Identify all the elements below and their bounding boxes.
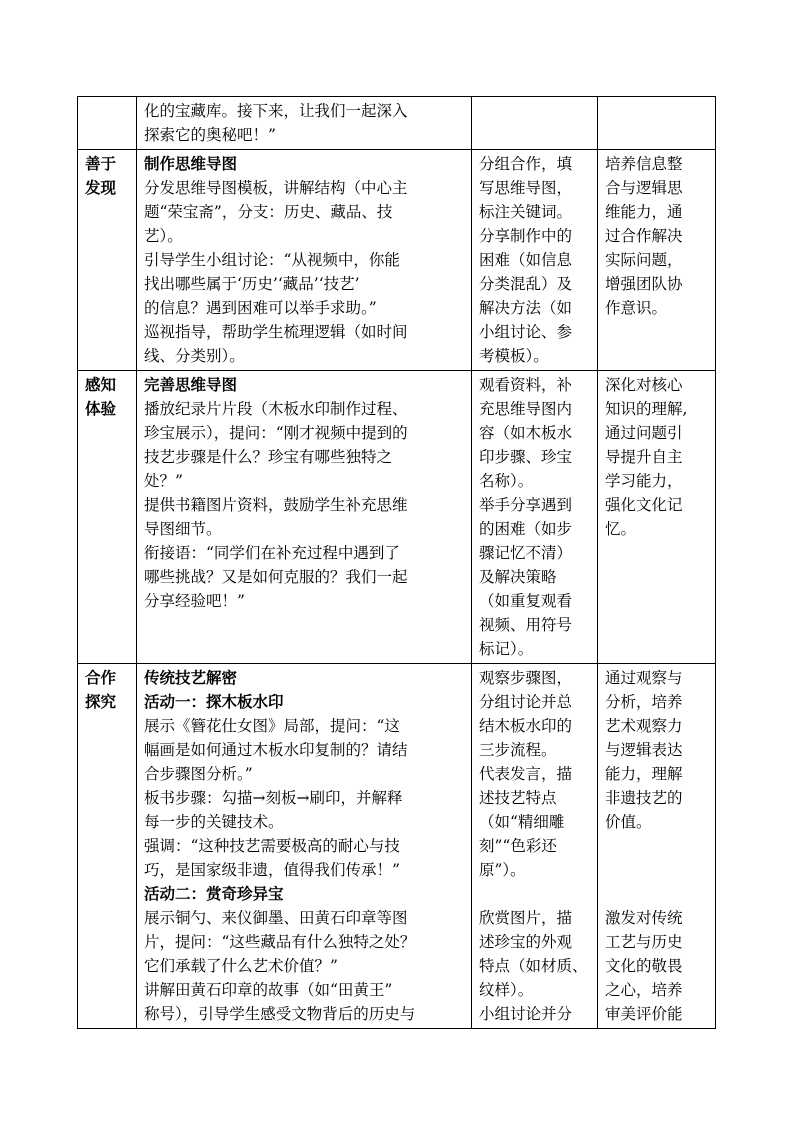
design-intent-text: 强化文化记 [605,496,683,514]
design-intent-text: 导提升自主 [605,448,683,466]
student-activity-text: 分享制作中的 [479,227,573,245]
design-intent-text: 实际问题， [605,251,683,269]
stage-label: 感知 [85,375,117,394]
stage-label: 善于 [85,154,117,173]
stage-cell [78,664,137,1029]
student-activity-text: 名称）。 [479,472,534,490]
activity-text: 称号），引导学生感受文物背后的历史与 [144,1005,416,1023]
teacher-activity-cell [137,97,472,150]
student-activity-text: 写思维导图， [479,179,573,197]
activity-text: 展示铜勺、来仪御墨、田黄石印章等图 [144,909,408,927]
activity-text: 板书步骤：勾描→刻板→刷印，并解释 [144,789,403,807]
activity-text: 引导学生小组讨论：“从视频中，你能 [144,251,400,269]
student-activity-text: 举手分享遇到 [479,496,573,514]
design-intent-text: 合与逻辑思 [605,179,683,197]
student-activity-text: 特点（如材质、 [479,957,588,975]
activity-text: 强调：“这种技艺需要极高的耐心与技 [144,837,400,855]
design-intent-text [605,858,710,882]
student-activity-cell [472,97,598,150]
design-intent-text: 激发对传统 [605,909,683,927]
design-intent-text: 分析，培养 [605,693,683,711]
activity-text: 珍宝展示），提问：“刚才视频中提到的 [144,424,408,442]
activity-text: 讲解田黄石印章的故事（如“田黄王” [144,981,393,999]
activity-text: 巡视指导，帮助学生梳理逻辑（如时间 [144,323,408,341]
stage-cell [78,97,137,150]
design-intent-text: 通过观察与 [605,669,683,687]
activity-text: 技艺步骤是什么？珍宝有哪些独特之 [144,448,393,466]
lesson-plan-body [78,97,716,1029]
design-intent-text [605,834,710,858]
student-activity-text: 的困难（如步 [479,520,573,538]
design-intent-text: 能力，理解 [605,765,683,783]
student-activity-text: 解决方法（如 [479,299,573,317]
activity-text: 分享经验吧！” [144,592,245,610]
student-activity-text: 观察步骤图， [479,669,573,687]
student-activity-text: 三步流程。 [479,741,557,759]
design-intent-text: 文化的敬畏 [605,957,683,975]
activity-text: 处？” [144,472,183,490]
activity-text: 艺）。 [144,227,183,245]
activity-text: 片，提问：“这些藏品有什么独特之处？ [144,933,416,951]
activity-text: 播放纪录片片段（木板水印制作过程、 [144,400,408,418]
student-activity-text: 代表发言，描 [479,765,573,783]
activity-heading: 活动二：赏奇珍异宝 [144,884,284,903]
design-intent-text: 之心，培养 [605,981,683,999]
student-activity-text: 困难（如信息 [479,251,573,269]
student-activity-text: 充思维导图内 [479,400,573,418]
activity-text: 展示《簪花仕女图》局部，提问：“这 [144,717,400,735]
student-activity-text: 及解决策略 [479,568,557,586]
activity-text: 衔接语：“同学们在补充过程中遇到了 [144,544,400,562]
activity-text: 提供书籍图片资料，鼓励学生补充思维 [144,496,408,514]
student-activity-text: 标注关键词。 [479,203,573,221]
teacher-activity-cell [137,150,472,371]
design-intent-text: 培养信息整 [605,155,683,173]
activity-heading: 传统技艺解密 [144,668,238,687]
student-activity-cell [472,150,598,371]
table-row [78,664,716,1029]
design-intent-text: 维能力，通 [605,203,683,221]
student-activity-text: 欣赏图片，描 [479,909,573,927]
activity-text: 探索它的奥秘吧！” [144,126,276,144]
design-intent-text: 深化对核心 [605,376,683,394]
student-activity-text: 标记）。 [479,640,534,658]
activity-text: 题“荣宝斋”，分支：历史、藏品、技 [144,203,393,221]
student-activity-text: 骤记忆不清） [479,544,573,562]
student-activity-text: 分类混乱）及 [479,275,573,293]
teacher-activity-cell [137,371,472,664]
design-intent-cell [598,664,716,1029]
student-activity-text: 观看资料，补 [479,376,573,394]
student-activity-text: 视频、用符号 [479,616,573,634]
activity-heading: 活动一：探木板水印 [144,692,284,711]
design-intent-text [605,882,710,906]
design-intent-text: 艺术观察力 [605,717,683,735]
lesson-plan-table [77,96,716,1029]
student-activity-text: 考模板）。 [479,347,549,365]
design-intent-text: 过合作解决 [605,227,683,245]
student-activity-text [479,882,592,906]
student-activity-cell [472,664,598,1029]
student-activity-text: 刻”“色彩还 [479,837,557,855]
student-activity-text: 容（如木板水 [479,424,573,442]
activity-text: 巧，是国家级非遗，值得我们传承！” [144,861,400,879]
activity-text: 分发思维导图模板，讲解结构（中心主 [144,179,408,197]
activity-text: 哪些挑战？又是如何克服的？我们一起 [144,568,408,586]
design-intent-text: 工艺与历史 [605,933,683,951]
student-activity-text: 小组讨论、参 [479,323,573,341]
student-activity-text: 结木板水印的 [479,717,573,735]
activity-text: 找出哪些属于‘历史’‘藏品’‘技艺’ [144,275,360,293]
student-activity-text: 印步骤、珍宝 [479,448,573,466]
design-intent-text: 作意识。 [605,299,668,317]
student-activity-text: 分组合作，填 [479,155,573,173]
activity-text: 每一步的关键技术。 [144,813,284,831]
design-intent-text: 通过问题引 [605,424,683,442]
student-activity-cell [472,371,598,664]
stage-label: 发现 [85,178,117,197]
activity-text: 线、分类别）。 [144,347,245,365]
activity-text: 合步骤图分析。” [144,765,253,783]
stage-label: 探究 [85,692,117,711]
student-activity-text: （如“精细雕 [479,813,565,831]
student-activity-text: 纹样）。 [479,981,534,999]
activity-text: 的信息？遇到困难可以举手求助。” [144,299,377,317]
activity-heading: 完善思维导图 [144,375,238,394]
student-activity-text: （如重复观看 [479,592,573,610]
student-activity-text: 述技艺特点 [479,789,557,807]
design-intent-text: 学习能力， [605,472,683,490]
stage-label: 体验 [85,399,117,418]
student-activity-text: 述珍宝的外观 [479,933,573,951]
table-row [78,97,716,150]
student-activity-text: 分组讨论并总 [479,693,573,711]
activity-text: 导图细节。 [144,520,222,538]
activity-heading: 制作思维导图 [144,154,238,173]
design-intent-text: 知识的理解, [605,400,688,418]
activity-text: 它们承载了什么艺术价值？” [144,957,338,975]
design-intent-text: 价值。 [605,813,652,831]
design-intent-cell [598,371,716,664]
design-intent-text: 审美评价能 [605,1005,683,1023]
table-row [78,150,716,371]
student-activity-text: 小组讨论并分 [479,1005,573,1023]
activity-text: 幅画是如何通过木板水印复制的？请结 [144,741,408,759]
design-intent-text: 增强团队协 [605,275,683,293]
table-row [78,371,716,664]
teacher-activity-cell [137,664,472,1029]
stage-label: 合作 [85,668,117,687]
design-intent-cell [598,97,716,150]
design-intent-text: 忆。 [605,520,637,538]
student-activity-text: 原”）。 [479,861,526,879]
stage-cell [78,371,137,664]
design-intent-cell [598,150,716,371]
design-intent-text: 非遗技艺的 [605,789,683,807]
activity-text: 化的宝藏库。接下来，让我们一起深入 [144,102,408,120]
stage-cell [78,150,137,371]
design-intent-text: 与逻辑表达 [605,741,683,759]
